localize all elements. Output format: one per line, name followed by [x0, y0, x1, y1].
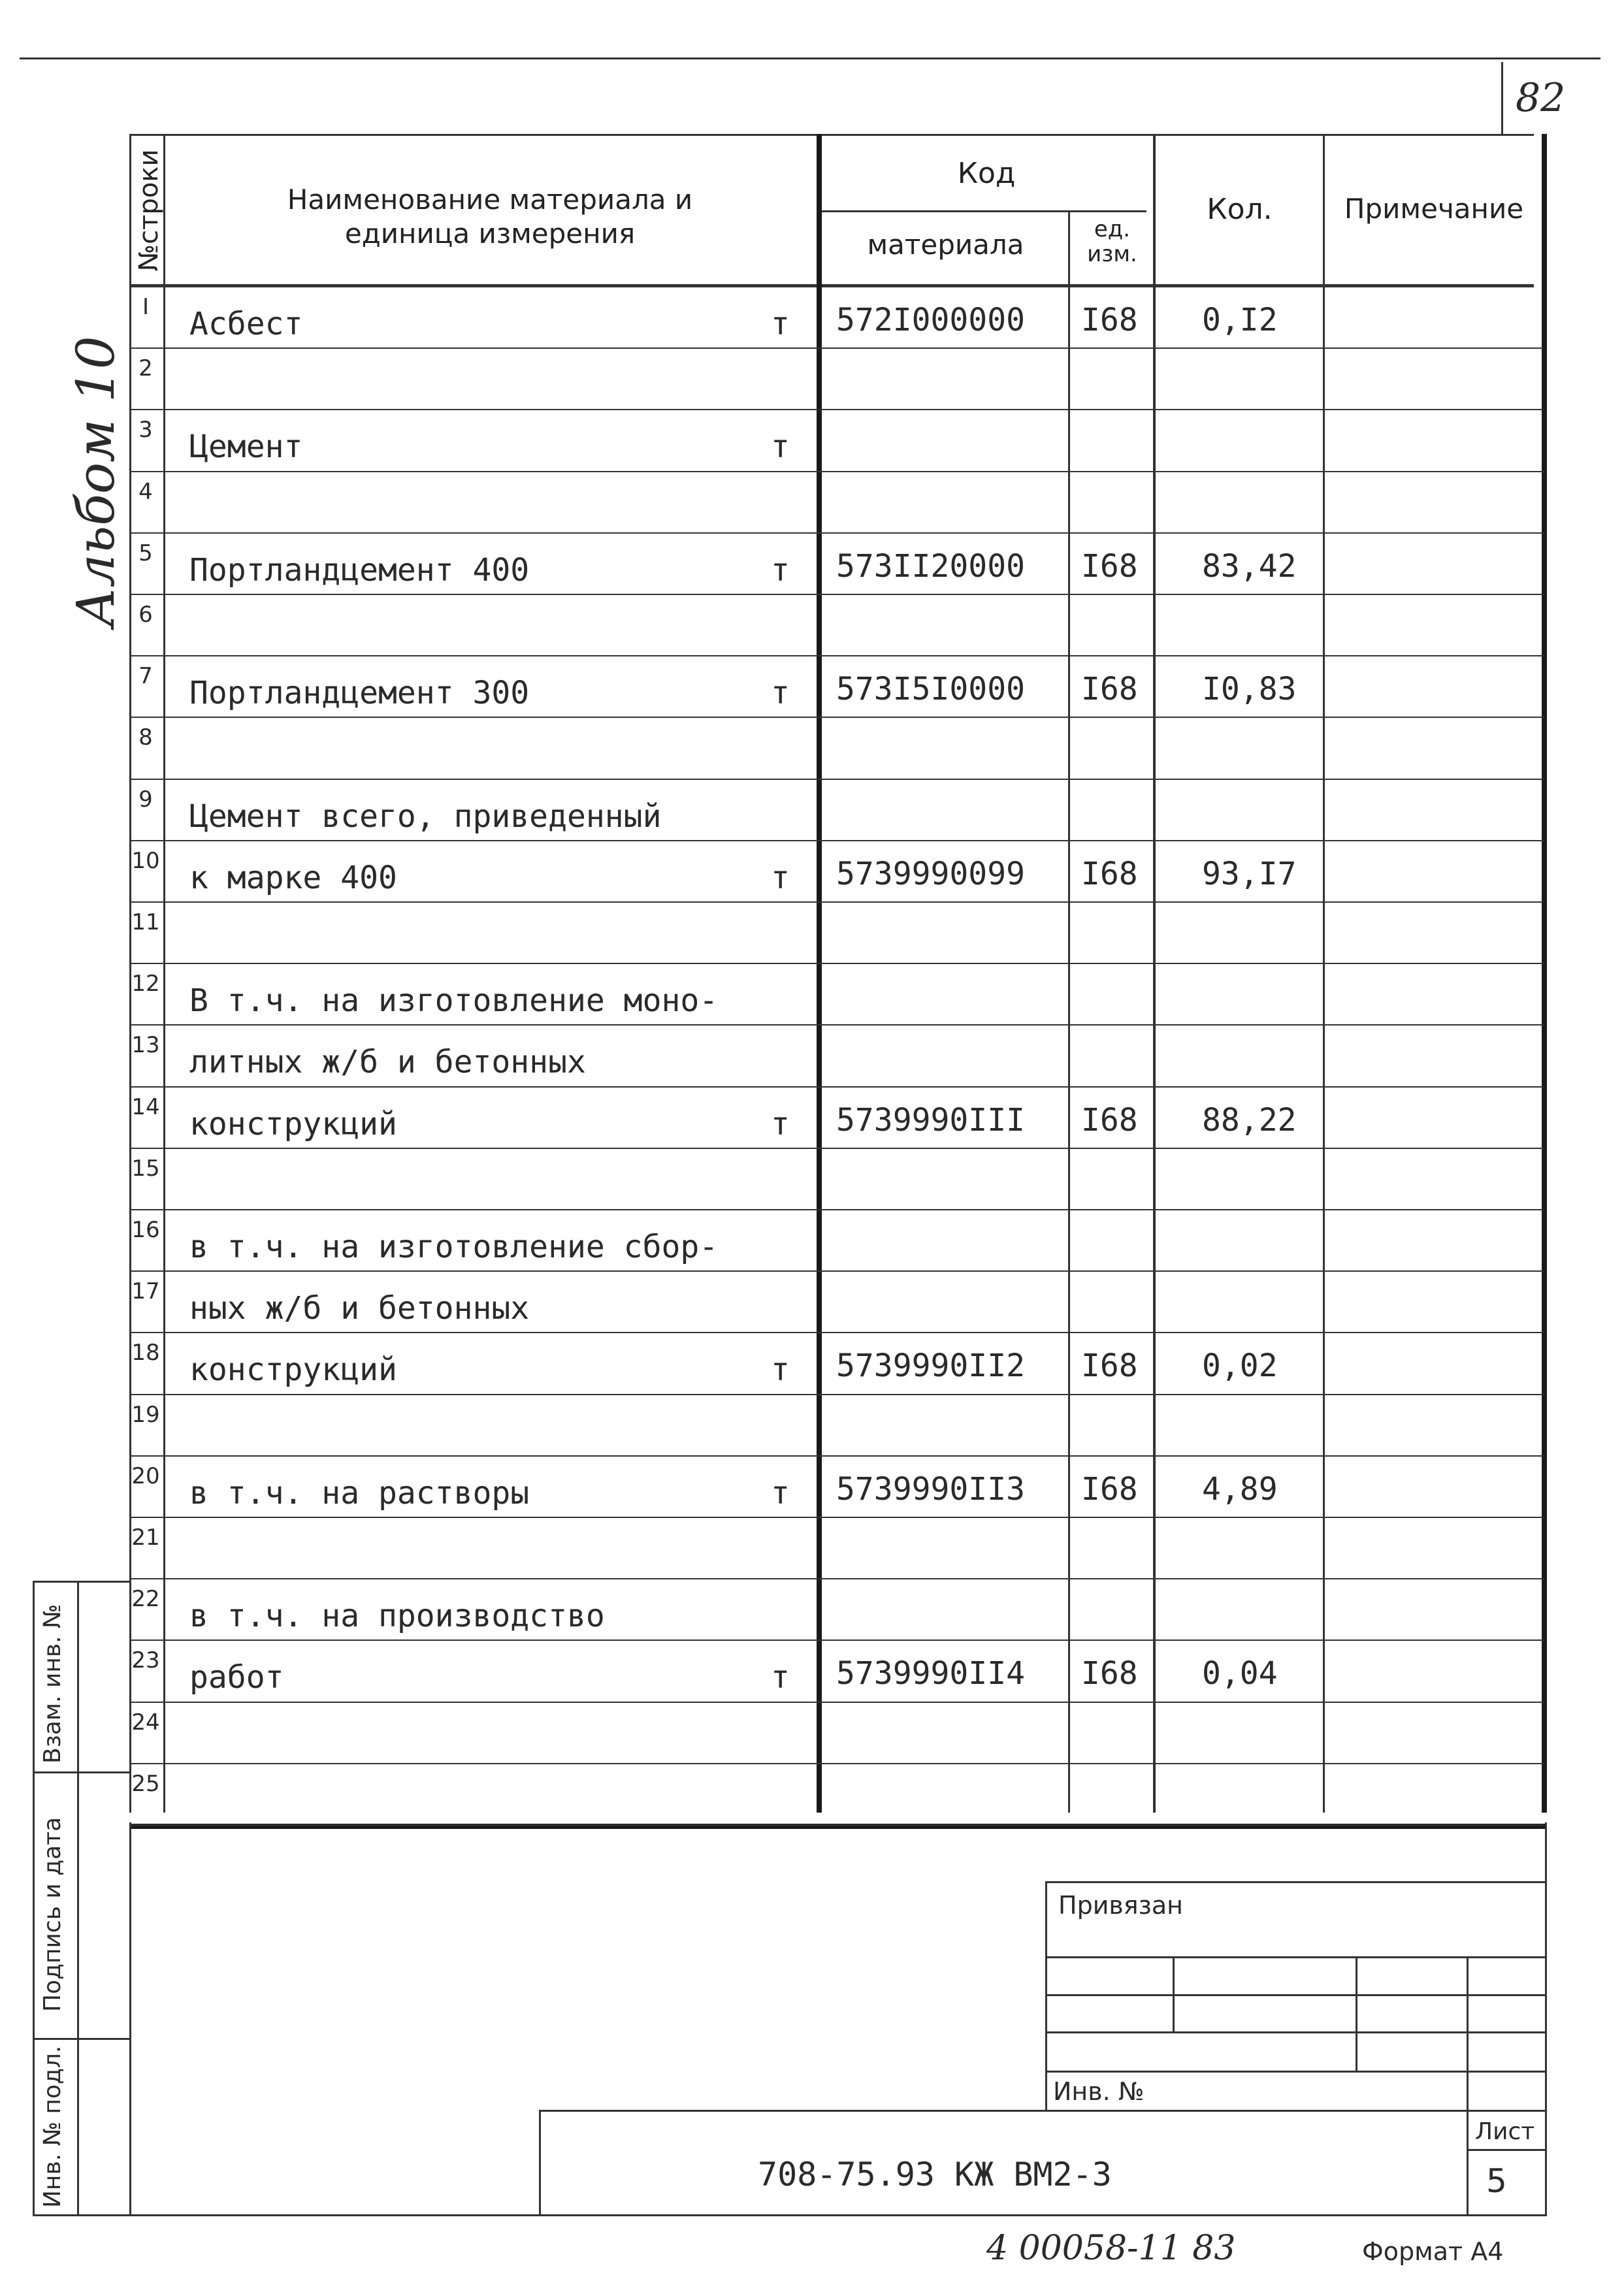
top-border — [20, 57, 1600, 59]
material-code: 5739990III — [836, 1101, 1025, 1139]
tb-line-1 — [1045, 1956, 1545, 1958]
stamp-left-border — [33, 1581, 35, 2214]
row-number: 2 — [138, 355, 153, 382]
row-number: 11 — [131, 909, 160, 935]
row-number: 25 — [131, 1770, 160, 1797]
material-code: 572I000000 — [836, 302, 1025, 338]
row-number: 16 — [131, 1217, 160, 1243]
table-row — [0, 1641, 1568, 1702]
row-number: 4 — [138, 478, 153, 505]
row-number: 18 — [131, 1340, 160, 1366]
table-row — [0, 1703, 1568, 1764]
material-name: Цемент — [189, 428, 303, 466]
tb-list-no: 5 — [1486, 2162, 1507, 2200]
material-name: Портландцемент 300 — [189, 675, 530, 712]
table-row — [0, 1457, 1568, 1518]
frame-right — [1545, 1822, 1547, 2214]
stamp-sep-1 — [33, 1771, 131, 1773]
footer-handwritten: 4 00058-11 83 — [986, 2229, 1236, 2268]
table-row — [0, 1026, 1568, 1087]
quantity: 0,04 — [1202, 1655, 1278, 1692]
measure-unit: т — [771, 306, 790, 342]
header-note: Примечание — [1344, 193, 1524, 225]
table-row — [0, 1272, 1568, 1333]
material-code: 5739990II2 — [836, 1348, 1025, 1385]
table-row — [0, 287, 1568, 349]
measure-unit: т — [771, 1474, 790, 1511]
row-number: 21 — [131, 1525, 160, 1551]
header-row-no: №строки — [134, 149, 164, 272]
table-row — [0, 1088, 1568, 1149]
unit-code: I68 — [1081, 302, 1138, 338]
unit-code: I68 — [1081, 547, 1138, 585]
tb-privyazan-top — [1045, 1881, 1545, 1883]
stamp-sep-2 — [33, 2038, 131, 2040]
code-subheader-line — [820, 210, 1146, 212]
measure-unit: т — [771, 1351, 790, 1389]
row-number: 14 — [131, 1093, 160, 1120]
tb-main-top — [539, 2110, 1545, 2112]
row-number: 6 — [138, 602, 153, 628]
tb-line-2 — [1045, 1994, 1545, 1996]
measure-unit: т — [771, 1659, 790, 1696]
row-number: 17 — [131, 1278, 160, 1305]
frame-left — [129, 1822, 131, 2214]
row-number: 15 — [131, 1155, 160, 1182]
table-row — [0, 472, 1568, 534]
row-number: 13 — [131, 1032, 160, 1059]
quantity: 4,89 — [1202, 1470, 1278, 1508]
row-number: 3 — [138, 417, 153, 444]
stamp-podpis: Подпись и дата — [39, 1817, 66, 2012]
table-row — [0, 656, 1568, 718]
unit-code: I68 — [1081, 1101, 1138, 1139]
table-row — [0, 1395, 1568, 1457]
tb-v-3 — [1467, 1956, 1469, 2214]
table-row — [0, 841, 1568, 903]
table-row — [0, 903, 1568, 964]
row-number: 23 — [131, 1647, 160, 1674]
table-row — [0, 780, 1568, 841]
material-name: Цемент всего, приведенный — [189, 798, 662, 835]
row-number: 20 — [131, 1462, 160, 1489]
stamp-bottom — [33, 2214, 131, 2216]
measure-unit: т — [771, 551, 790, 589]
material-name: к марке 400 — [189, 859, 397, 896]
page-number: 82 — [1516, 75, 1566, 121]
row-number: 12 — [131, 971, 160, 997]
unit-code: I68 — [1081, 855, 1138, 892]
table-row — [0, 410, 1568, 472]
tb-privyazan: Привязан — [1058, 1891, 1183, 1920]
unit-code: I68 — [1081, 671, 1138, 708]
row-number: I — [142, 294, 150, 320]
header-qty: Кол. — [1207, 193, 1273, 226]
material-name: ных ж/б и бетонных — [189, 1290, 530, 1327]
material-name: конструкций — [189, 1105, 397, 1142]
unit-code: I68 — [1081, 1655, 1138, 1692]
material-name: Асбест — [189, 306, 303, 342]
tb-v-2 — [1356, 1956, 1357, 2071]
table-row — [0, 1210, 1568, 1272]
row-number: 19 — [131, 1401, 160, 1428]
stamp-top — [33, 1581, 131, 1583]
tb-v-1 — [1173, 1956, 1175, 2031]
tb-list-sep — [1467, 2149, 1545, 2151]
stamp-vzam: Взам. инв. № — [39, 1604, 66, 1764]
material-name: литных ж/б и бетонных — [189, 1044, 586, 1081]
header-code-unit: ед. изм. — [1087, 216, 1137, 267]
table-row — [0, 1333, 1568, 1395]
material-name: Портландцемент 400 — [189, 551, 530, 589]
material-code: 573II20000 — [836, 547, 1025, 585]
tb-inv-no: Инв. № — [1053, 2077, 1145, 2106]
measure-unit: т — [771, 1105, 790, 1142]
material-name: в т.ч. на производство — [189, 1598, 605, 1635]
table-row — [0, 1149, 1568, 1210]
material-name: конструкций — [189, 1351, 397, 1389]
quantity: 0,I2 — [1202, 302, 1278, 338]
frame-bottom — [129, 2214, 1547, 2216]
table-row — [0, 964, 1568, 1026]
page-number-divider — [1501, 62, 1503, 134]
tb-main-left — [539, 2110, 541, 2214]
tb-doc-code: 708-75.93 КЖ ВМ2-3 — [758, 2156, 1112, 2193]
table-row — [0, 1764, 1568, 1826]
material-name: в т.ч. на изготовление сбор- — [189, 1229, 719, 1265]
row-number: 7 — [138, 663, 153, 690]
stamp-mid-border — [77, 1581, 79, 2214]
quantity: 93,I7 — [1202, 855, 1297, 892]
header-name: Наименование материала и единица измерения — [287, 184, 693, 250]
measure-unit: т — [771, 675, 790, 712]
table-row — [0, 595, 1568, 656]
row-number: 9 — [138, 786, 153, 813]
row-number: 10 — [131, 847, 160, 874]
quantity: 83,42 — [1202, 547, 1297, 585]
material-code: 5739990II4 — [836, 1655, 1025, 1692]
quantity: 0,02 — [1202, 1348, 1278, 1385]
row-number: 5 — [138, 540, 153, 566]
header-code: Код — [957, 157, 1016, 190]
material-name: работ — [189, 1659, 284, 1696]
measure-unit: т — [771, 859, 790, 896]
table-row — [0, 534, 1568, 595]
row-number: 8 — [138, 724, 153, 751]
album-note: Альбом 10 — [65, 336, 126, 627]
table-row — [0, 349, 1568, 410]
material-code: 5739990099 — [836, 855, 1025, 892]
table-row — [0, 1579, 1568, 1641]
footer-format: Формат А4 — [1362, 2237, 1504, 2266]
row-divider — [129, 1824, 1544, 1826]
table-row — [0, 1518, 1568, 1579]
material-code: 5739990II3 — [836, 1470, 1025, 1508]
tb-list-label: Лист — [1475, 2118, 1535, 2145]
unit-code: I68 — [1081, 1348, 1138, 1385]
row-number: 24 — [131, 1709, 160, 1736]
stamp-inv-podl: Инв. № подл. — [39, 2045, 66, 2208]
tb-line-4 — [1045, 2071, 1545, 2073]
quantity: 88,22 — [1202, 1101, 1297, 1139]
material-code: 573I5I0000 — [836, 671, 1025, 708]
measure-unit: т — [771, 428, 790, 466]
material-name: В т.ч. на изготовление моно- — [189, 982, 719, 1020]
quantity: I0,83 — [1202, 671, 1297, 708]
material-name: в т.ч. на растворы — [189, 1474, 530, 1511]
unit-code: I68 — [1081, 1470, 1138, 1508]
header-code-material: материала — [867, 229, 1024, 261]
row-number: 22 — [131, 1586, 160, 1613]
tb-line-3 — [1045, 2031, 1545, 2033]
table-row — [0, 718, 1568, 779]
